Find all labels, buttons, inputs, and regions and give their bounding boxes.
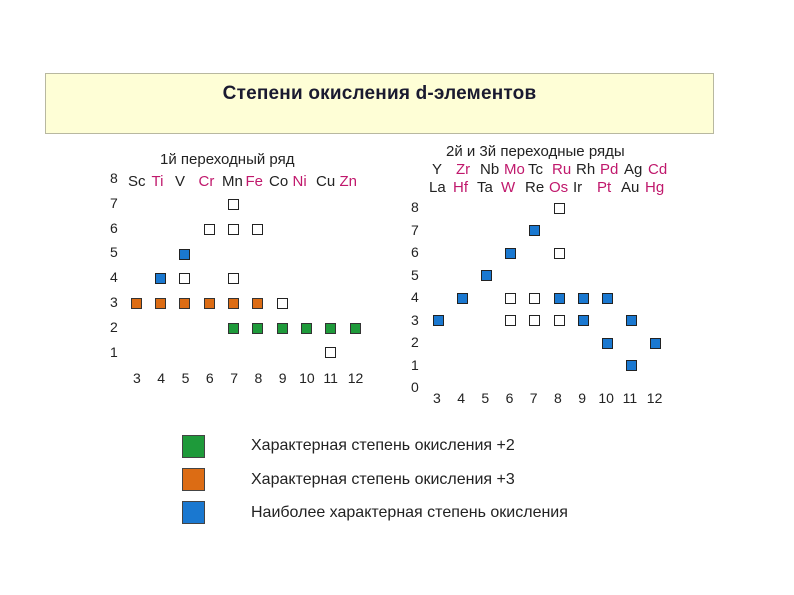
y-axis-label: 1 (411, 356, 419, 373)
oxidation-state-square-orange (179, 298, 190, 309)
element-symbol: Tc (528, 161, 543, 178)
element-symbol: Hg (645, 179, 665, 196)
oxidation-state-square-white (228, 224, 239, 235)
element-symbol: Pd (600, 161, 619, 178)
y-axis-label: 8 (411, 199, 419, 215)
oxidation-state-square-blue (602, 293, 613, 304)
element-symbol: V (175, 173, 186, 190)
x-axis-label: 11 (622, 390, 638, 406)
element-symbol: Cr (198, 173, 215, 190)
element-symbol: Re (525, 179, 545, 196)
y-axis-label: 6 (411, 244, 419, 260)
element-symbol: Ni (292, 173, 307, 190)
title-box (45, 73, 714, 134)
element-symbol: Cd (648, 161, 668, 178)
element-symbol: Y (432, 161, 443, 178)
oxidation-state-square-white (228, 273, 239, 284)
x-axis-label: 12 (347, 370, 364, 386)
oxidation-state-square-green (228, 323, 239, 334)
y-axis-label: 7 (110, 194, 118, 211)
oxidation-state-square-orange (228, 298, 239, 309)
left-panel-heading: 1й переходный ряд (160, 151, 295, 168)
oxidation-state-square-white (554, 248, 565, 259)
y-axis-label: 5 (411, 266, 419, 283)
element-symbol: Os (549, 179, 569, 196)
oxidation-state-square-blue (578, 315, 589, 326)
x-axis-label: 11 (323, 370, 338, 386)
element-symbol: Au (621, 179, 640, 196)
oxidation-state-square-white (179, 273, 190, 284)
x-axis-label: 7 (529, 390, 538, 406)
element-symbol: Cu (316, 173, 336, 190)
x-axis-label: 12 (646, 390, 663, 406)
y-axis-label: 4 (110, 269, 118, 286)
y-axis-label: 5 (110, 244, 118, 261)
element-symbol: Hf (453, 179, 468, 196)
oxidation-state-square-green (325, 323, 336, 334)
element-symbol: Ir (573, 179, 583, 196)
element-symbol: Zr (456, 161, 471, 178)
element-symbol: W (501, 179, 516, 196)
oxidation-state-square-blue (481, 270, 492, 281)
oxidation-state-square-blue (554, 293, 565, 304)
oxidation-state-square-white (529, 293, 540, 304)
x-axis-label: 8 (554, 390, 562, 406)
x-axis-label: 9 (578, 390, 586, 406)
x-axis-label: 10 (299, 370, 315, 386)
element-symbol: Ti (151, 173, 164, 190)
oxidation-state-square-blue (505, 248, 516, 259)
oxidation-state-square-green (252, 323, 263, 334)
y-axis-label: 6 (110, 219, 118, 236)
element-symbol: Co (269, 173, 289, 190)
element-symbol: Ag (624, 161, 643, 178)
oxidation-state-square-blue (179, 249, 190, 260)
y-axis-label: 7 (411, 221, 419, 238)
oxidation-state-square-blue (626, 360, 637, 371)
y-axis-label: 1 (110, 343, 118, 360)
oxidation-state-square-blue (578, 293, 589, 304)
oxidation-state-square-white (277, 298, 288, 309)
oxidation-state-square-white (505, 293, 516, 304)
oxidation-state-square-white (204, 224, 215, 235)
oxidation-state-square-white (325, 347, 336, 358)
oxidation-state-square-green (350, 323, 361, 334)
element-symbol: Fe (245, 173, 264, 190)
x-axis-label: 4 (157, 370, 166, 386)
x-axis-label: 9 (278, 370, 287, 386)
x-axis-label: 3 (133, 370, 141, 386)
oxidation-state-square-orange (155, 298, 166, 309)
legend-swatch-green (182, 435, 205, 458)
oxidation-state-square-orange (252, 298, 263, 309)
element-symbol: Mn (222, 173, 243, 190)
oxidation-state-square-orange (131, 298, 142, 309)
element-symbol: Zn (339, 173, 358, 190)
oxidation-state-square-blue (602, 338, 613, 349)
element-symbol: Pt (597, 179, 612, 196)
x-axis-label: 4 (457, 390, 465, 406)
oxidation-state-square-blue (650, 338, 661, 349)
oxidation-state-square-white (529, 315, 540, 326)
element-symbol: Ru (552, 161, 572, 178)
x-axis-label: 8 (254, 370, 263, 386)
y-axis-label: 4 (411, 289, 419, 305)
oxidation-state-square-white (228, 199, 239, 210)
oxidation-state-square-white (554, 315, 565, 326)
x-axis-label: 5 (181, 370, 190, 386)
page-title: Степени окисления d-элементов (222, 83, 537, 104)
right-panel-heading: 2й и 3й переходные ряды (446, 143, 625, 160)
oxidation-state-square-white (252, 224, 263, 235)
oxidation-state-square-blue (155, 273, 166, 284)
y-axis-label: 0 (411, 379, 419, 395)
element-symbol: Mo (504, 161, 525, 178)
legend-label: Характерная степень окисления +3 (251, 470, 515, 488)
element-symbol: Nb (480, 161, 500, 178)
y-axis-label: 3 (110, 294, 118, 310)
oxidation-state-square-white (554, 203, 565, 214)
oxidation-state-square-blue (529, 225, 540, 236)
element-symbol: La (429, 179, 446, 196)
legend-label: Характерная степень окисления +2 (251, 437, 515, 454)
x-axis-label: 5 (481, 390, 490, 406)
element-symbol: Rh (576, 161, 596, 178)
y-axis-label: 3 (411, 311, 419, 328)
legend-label: Наиболее характерная степень окисления (251, 504, 568, 521)
x-axis-label: 7 (230, 370, 238, 386)
oxidation-state-square-blue (457, 293, 468, 304)
legend-swatch-orange (182, 468, 205, 491)
oxidation-state-square-orange (204, 298, 215, 309)
oxidation-state-square-blue (433, 315, 444, 326)
y-axis-label: 8 (110, 170, 118, 186)
element-symbol: Sc (128, 173, 146, 190)
element-symbol: Ta (477, 179, 493, 196)
oxidation-state-square-green (301, 323, 312, 334)
oxidation-state-square-blue (626, 315, 637, 326)
x-axis-label: 10 (598, 390, 614, 406)
x-axis-label: 6 (505, 390, 514, 406)
x-axis-label: 3 (433, 390, 441, 406)
legend-swatch-blue (182, 501, 205, 524)
x-axis-label: 6 (205, 370, 214, 386)
y-axis-label: 2 (411, 334, 419, 350)
oxidation-state-square-white (505, 315, 516, 326)
y-axis-label: 2 (110, 318, 118, 335)
oxidation-state-square-green (277, 323, 288, 334)
